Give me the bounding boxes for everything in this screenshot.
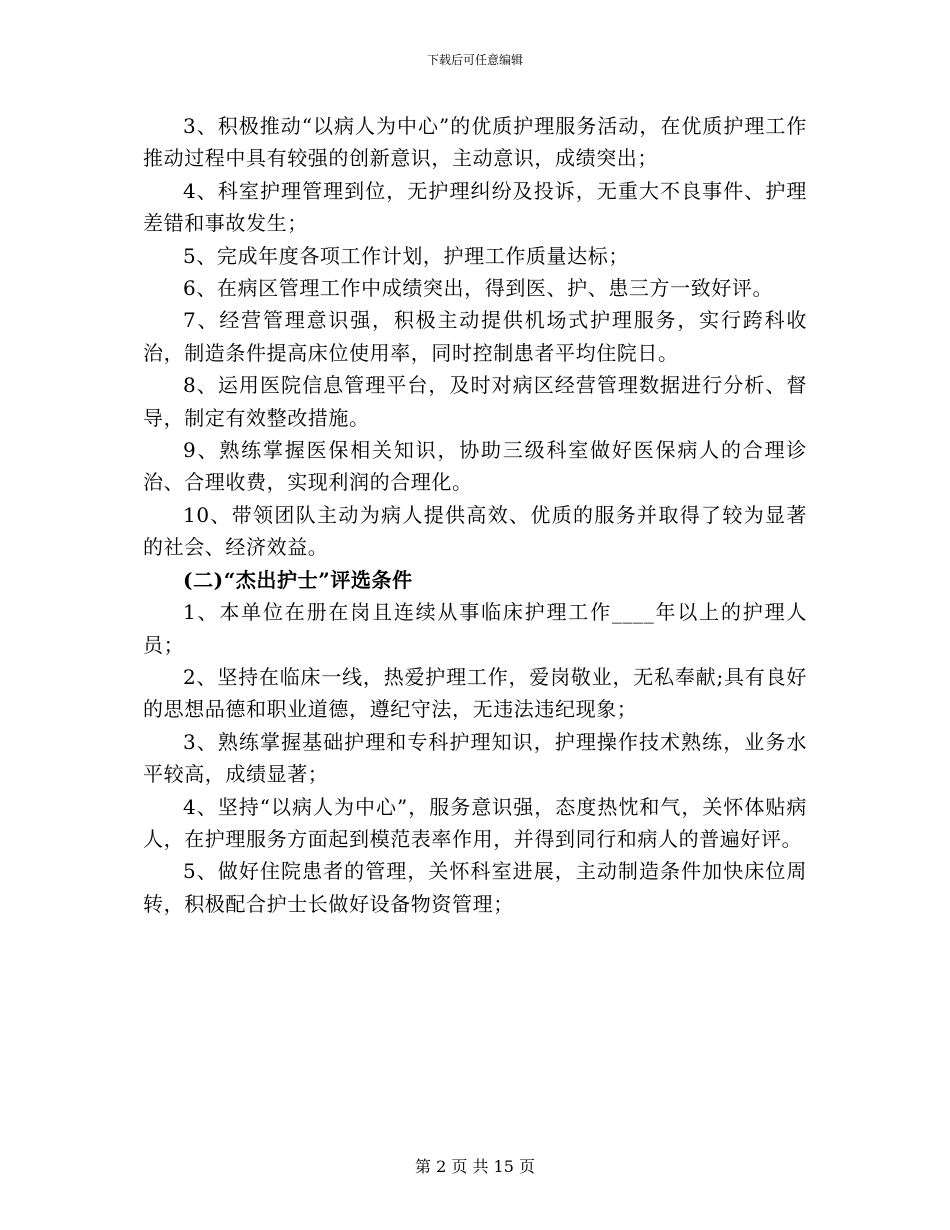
paragraph-item-5: 5、完成年度各项工作计划，护理工作质量达标；	[183, 243, 629, 268]
paragraph-item-7: 7、经营管理意识强，积极主动提供机场式护理服务，实行跨科收治，制造条件提高床位使用率，同时控制患者平均住院日。	[143, 308, 807, 365]
page-number: 第 2 页 共 15 页	[415, 1157, 535, 1176]
criteria-item-3: 3、熟练掌握基础护理和专科护理知识，护理操作技术熟练，业务水平较高，成绩显著；	[143, 729, 807, 787]
page-header-note: 下载后可任意编辑	[426, 53, 523, 67]
paragraph-item-3: 3、积极推动“以病人为中心”的优质护理服务活动，在优质护理工作推动过程中具有较强的创新意识，主动意识，成绩突出；	[143, 114, 807, 171]
criteria-item-2: 2、坚持在临床一线，热爱护理工作，爱岗敬业，无私奉献;具有良好的思想品德和职业道德，遵纪守法，无违法违纪现象；	[143, 664, 807, 722]
document-body	[143, 110, 807, 920]
paragraph-item-10: 10、带领团队主动为病人提供高效、优质的服务并取得了较为显著的社会、经济效益。	[143, 502, 807, 560]
paragraph-item-9: 9、熟练掌握医保相关知识，协助三级科室做好医保病人的合理诊治、合理收费，实现利润的合理化。	[143, 438, 807, 495]
paragraph-item-6: 6、在病区管理工作中成绩突出，得到医、护、患三方一致好评。	[183, 276, 774, 301]
criteria-item-4: 4、坚持“以病人为中心”，服务意识强，态度热忱和气，关怀体贴病人，在护理服务方面起到模范表率作用，并得到同行和病人的普遍好评。	[143, 794, 807, 851]
section-heading: (二)“杰出护士”评选条件	[183, 567, 413, 592]
criteria-item-5: 5、做好住院患者的管理，关怀科室进展，主动制造条件加快床位周转，积极配合护士长做好设备物资管理；	[143, 859, 807, 916]
paragraph-item-8: 8、运用医院信息管理平台，及时对病区经营管理数据进行分析、督导，制定有效整改措施。	[143, 373, 807, 430]
criteria-item-1: 1、本单位在册在岗且连续从事临床护理工作____年以上的护理人员；	[143, 600, 807, 657]
paragraph-item-4: 4、科室护理管理到位，无护理纠纷及投诉，无重大不良事件、护理差错和事故发生；	[143, 178, 807, 236]
